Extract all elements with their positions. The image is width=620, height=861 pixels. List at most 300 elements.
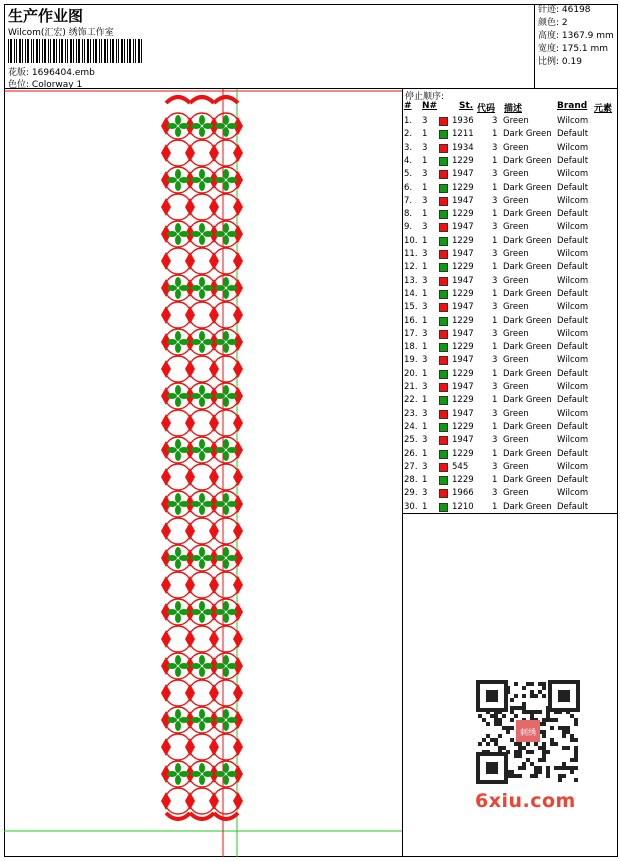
qr-module	[530, 714, 534, 718]
row-index: 10.	[404, 235, 418, 246]
design-width: 宽度: 175.1 mm	[538, 44, 609, 54]
barcode-bar	[76, 39, 77, 63]
qr-module	[562, 774, 566, 778]
motif-diamond	[185, 522, 195, 540]
row-description: Green	[503, 355, 529, 366]
row-brand: Default	[557, 155, 589, 166]
color-swatch	[439, 396, 448, 405]
row-index: 16.	[404, 315, 418, 326]
qr-module	[514, 750, 518, 754]
table-row	[403, 328, 618, 341]
motif-diamond	[161, 684, 171, 702]
motif-leaf	[179, 771, 189, 777]
row-stitches: 1947	[452, 169, 474, 180]
row-stitches: 1229	[452, 315, 474, 326]
row-stitches: 1229	[452, 448, 474, 459]
barcode-bar	[82, 39, 83, 63]
color-swatch	[439, 170, 448, 179]
row-description: Dark Green	[503, 262, 552, 273]
table-row	[403, 235, 618, 248]
row-description: Green	[503, 328, 529, 339]
row-code: 3	[492, 275, 498, 286]
row-needle: 1	[422, 129, 428, 140]
motif-leaf	[191, 393, 201, 399]
motif-diamond	[233, 144, 243, 162]
motif-diamond	[161, 414, 171, 432]
motif-leaf	[223, 763, 229, 773]
motif-leaf	[175, 289, 181, 299]
motif-leaf	[199, 775, 205, 785]
motif-leaf	[223, 493, 229, 503]
qr-module	[518, 746, 522, 750]
motif-leaf	[203, 339, 213, 345]
row-code: 1	[492, 421, 498, 432]
motif-leaf	[167, 771, 177, 777]
motif-diamond	[209, 738, 219, 756]
row-brand: Wilcom	[557, 488, 589, 499]
row-description: Dark Green	[503, 342, 552, 353]
motif-leaf	[175, 277, 181, 287]
motif-diamond	[233, 792, 243, 810]
qr-module	[514, 706, 518, 710]
col-header-brand: Brand	[557, 101, 588, 111]
row-needle: 1	[422, 368, 428, 379]
color-swatch	[439, 117, 448, 126]
motif-leaf	[199, 439, 205, 449]
row-brand: Wilcom	[557, 461, 589, 472]
qr-module	[510, 706, 514, 710]
motif-diamond	[161, 468, 171, 486]
row-description: Dark Green	[503, 129, 552, 140]
row-code: 3	[492, 488, 498, 499]
qr-module	[486, 742, 490, 746]
qr-module	[542, 746, 546, 750]
motif-leaf	[227, 393, 237, 399]
qr-module	[574, 718, 578, 722]
motif-leaf	[227, 339, 237, 345]
motif-leaf	[215, 501, 225, 507]
table-row	[403, 408, 618, 421]
motif-leaf	[167, 555, 177, 561]
row-index: 22.	[404, 395, 418, 406]
qr-module	[558, 726, 562, 730]
motif-diamond	[233, 576, 243, 594]
motif-leaf	[175, 343, 181, 353]
motif-leaf	[199, 385, 205, 395]
qr-module	[514, 774, 518, 778]
row-code: 1	[492, 262, 498, 273]
qr-module	[574, 754, 578, 758]
motif-leaf	[223, 115, 229, 125]
qr-module	[498, 734, 502, 738]
motif-leaf	[199, 709, 205, 719]
motif-leaf	[223, 397, 229, 407]
qr-module	[562, 766, 566, 770]
qr-module	[538, 766, 542, 770]
motif-leaf	[175, 601, 181, 611]
motif-leaf	[199, 547, 205, 557]
color-swatch	[439, 277, 448, 286]
motif-leaf	[175, 613, 181, 623]
row-needle: 3	[422, 222, 428, 233]
qr-module	[490, 738, 494, 742]
row-code: 1	[492, 288, 498, 299]
row-brand: Wilcom	[557, 116, 589, 126]
motif-leaf	[227, 123, 237, 129]
row-code: 1	[492, 155, 498, 166]
motif-leaf	[175, 559, 181, 569]
motif-leaf	[203, 717, 213, 723]
row-stitches: 1947	[452, 435, 474, 446]
row-needle: 1	[422, 421, 428, 432]
color-swatch	[439, 463, 448, 472]
barcode-bar	[84, 39, 85, 63]
motif-leaf	[179, 285, 189, 291]
qr-module	[478, 714, 482, 718]
row-stitches: 1229	[452, 475, 474, 486]
qr-module	[534, 710, 538, 714]
col-header-description: 描述	[504, 104, 523, 114]
motif-diamond	[161, 522, 171, 540]
row-needle: 3	[422, 355, 428, 366]
qr-module	[542, 758, 546, 762]
row-brand: Default	[557, 209, 589, 220]
row-stitches: 1229	[452, 421, 474, 432]
motif-leaf	[167, 285, 177, 291]
row-stitches: 1947	[452, 408, 474, 419]
row-description: Green	[503, 142, 529, 153]
qr-module	[542, 722, 546, 726]
barcode-bar	[10, 39, 12, 63]
barcode-bar	[124, 39, 125, 63]
row-index: 28.	[404, 475, 418, 486]
motif-leaf	[199, 235, 205, 245]
table-row	[403, 341, 618, 354]
row-code: 3	[492, 382, 498, 392]
qr-module	[542, 694, 546, 698]
barcode-bar	[22, 39, 23, 63]
qr-module	[562, 726, 566, 730]
row-code: 3	[492, 222, 498, 233]
motif-leaf	[199, 667, 205, 677]
row-index: 27.	[404, 461, 418, 472]
row-stitches: 1947	[452, 382, 474, 392]
row-stitches: 1229	[452, 395, 474, 406]
barcode-bar	[99, 39, 100, 63]
watermark-text: 6xiu.com	[475, 790, 576, 812]
row-description: Dark Green	[503, 315, 552, 326]
row-stitches: 545	[452, 461, 469, 472]
qr-module	[546, 718, 550, 722]
qr-module	[522, 766, 526, 770]
qr-module	[518, 766, 522, 770]
motif-diamond	[209, 522, 219, 540]
row-needle: 3	[422, 142, 428, 153]
qr-module	[502, 746, 506, 750]
row-index: 3.	[404, 142, 413, 153]
motif-leaf	[175, 397, 181, 407]
barcode-bar	[61, 39, 63, 63]
qr-module	[534, 770, 538, 774]
table-row	[403, 381, 618, 394]
motif-leaf	[179, 717, 189, 723]
qr-module	[566, 766, 570, 770]
color-swatch	[439, 436, 448, 445]
qr-module	[546, 714, 550, 718]
qr-module	[510, 770, 514, 774]
row-needle: 1	[422, 448, 428, 459]
row-stitches: 1947	[452, 249, 474, 259]
company-name: Wilcom(汇宏) 绣饰工作室	[8, 28, 114, 38]
table-row	[403, 208, 618, 221]
row-index: 26.	[404, 448, 418, 459]
qr-module	[514, 682, 518, 686]
row-index: 18.	[404, 342, 418, 353]
qr-module	[502, 726, 506, 730]
table-row	[403, 315, 618, 328]
motif-leaf	[223, 169, 229, 179]
barcode-bar	[42, 39, 43, 63]
qr-module	[490, 714, 494, 718]
motif-leaf	[223, 127, 229, 137]
row-brand: Default	[557, 475, 589, 486]
qr-module	[534, 694, 538, 698]
row-needle: 3	[422, 461, 428, 472]
barcode-bar	[31, 39, 32, 63]
color-swatch	[439, 356, 448, 365]
motif-leaf	[175, 721, 181, 731]
qr-module	[574, 750, 578, 754]
color-swatch	[439, 383, 448, 392]
row-code: 3	[492, 328, 498, 339]
qr-module	[506, 730, 510, 734]
motif-leaf	[199, 181, 205, 191]
row-code: 3	[492, 435, 498, 446]
row-stitches: 1229	[452, 235, 474, 246]
barcode-bar	[14, 39, 15, 63]
color-swatch	[439, 157, 448, 166]
motif-leaf	[223, 439, 229, 449]
row-stitches: 1229	[452, 155, 474, 166]
row-stitches: 1947	[452, 302, 474, 313]
barcode-bar	[141, 39, 142, 63]
qr-module	[494, 718, 498, 722]
qr-module	[570, 770, 574, 774]
color-swatch	[439, 197, 448, 206]
row-stitches: 1934	[452, 142, 474, 153]
qr-module	[566, 746, 570, 750]
motif-leaf	[223, 235, 229, 245]
border-scallop	[190, 97, 214, 103]
row-brand: Default	[557, 182, 589, 193]
row-index: 30.	[404, 501, 418, 512]
barcode-bar	[104, 39, 106, 63]
qr-module	[486, 722, 490, 726]
table-row	[403, 301, 618, 314]
qr-module	[522, 710, 526, 714]
barcode-bar	[101, 39, 102, 63]
qr-logo-text: 刺绣	[520, 728, 536, 737]
barcode-bar	[44, 39, 46, 63]
motif-leaf	[223, 547, 229, 557]
qr-module	[574, 746, 578, 750]
col-header-index: #	[404, 101, 412, 111]
table-row	[403, 182, 618, 195]
table-row	[403, 434, 618, 447]
motif-leaf	[175, 493, 181, 503]
qr-module	[554, 718, 558, 722]
qr-module	[522, 686, 526, 690]
qr-module	[546, 774, 550, 778]
motif-leaf	[203, 285, 213, 291]
motif-leaf	[179, 447, 189, 453]
motif-leaf	[203, 555, 213, 561]
row-needle: 1	[422, 501, 428, 512]
row-brand: Wilcom	[557, 169, 589, 180]
col-header-element: 元素	[594, 104, 613, 114]
row-index: 7.	[404, 195, 413, 206]
qr-module	[554, 766, 558, 770]
qr-module	[486, 734, 490, 738]
motif-leaf	[227, 771, 237, 777]
color-swatch	[439, 130, 448, 139]
motif-diamond	[161, 360, 171, 378]
table-row	[403, 248, 618, 261]
qr-module	[554, 742, 558, 746]
qr-module	[542, 754, 546, 758]
row-needle: 1	[422, 288, 428, 299]
row-description: Green	[503, 275, 529, 286]
qr-module	[514, 694, 518, 698]
row-description: Dark Green	[503, 421, 552, 432]
motif-leaf	[199, 343, 205, 353]
qr-module	[526, 682, 530, 686]
qr-module	[546, 750, 550, 754]
motif-leaf	[175, 763, 181, 773]
motif-leaf	[179, 555, 189, 561]
motif-diamond	[161, 198, 171, 216]
color-swatch	[439, 210, 448, 219]
motif-diamond	[209, 198, 219, 216]
motif-diamond	[233, 198, 243, 216]
motif-leaf	[191, 501, 201, 507]
qr-module	[538, 770, 542, 774]
motif-leaf	[199, 763, 205, 773]
motif-leaf	[175, 331, 181, 341]
color-swatch	[439, 223, 448, 232]
motif-leaf	[203, 177, 213, 183]
color-swatch	[439, 290, 448, 299]
row-code: 3	[492, 142, 498, 153]
motif-leaf	[215, 393, 225, 399]
motif-leaf	[175, 667, 181, 677]
motif-leaf	[175, 115, 181, 125]
stop-sequence-title: 停止顺序:	[405, 92, 445, 102]
row-index: 2.	[404, 129, 413, 140]
qr-module	[570, 734, 574, 738]
qr-module	[514, 754, 518, 758]
qr-module	[510, 698, 514, 702]
row-index: 12.	[404, 262, 418, 273]
barcode-bar	[25, 39, 26, 63]
qr-module	[570, 714, 574, 718]
barcode-bar	[73, 39, 74, 63]
table-row	[403, 115, 618, 128]
motif-leaf	[175, 547, 181, 557]
row-description: Green	[503, 249, 529, 259]
motif-leaf	[203, 393, 213, 399]
motif-leaf	[175, 181, 181, 191]
motif-leaf	[191, 717, 201, 723]
motif-leaf	[191, 771, 201, 777]
table-row	[403, 288, 618, 301]
motif-leaf	[223, 331, 229, 341]
qr-module	[530, 682, 534, 686]
motif-leaf	[227, 231, 237, 237]
motif-leaf	[167, 123, 177, 129]
qr-module	[542, 682, 546, 686]
barcode-bar	[33, 39, 34, 63]
motif-leaf	[215, 609, 225, 615]
table-row	[403, 261, 618, 274]
row-brand: Default	[557, 501, 589, 512]
row-code: 1	[492, 395, 498, 406]
row-brand: Default	[557, 448, 589, 459]
qr-module	[538, 710, 542, 714]
qr-module	[570, 766, 574, 770]
motif-leaf	[179, 663, 189, 669]
qr-module	[482, 738, 486, 742]
motif-leaf	[223, 343, 229, 353]
row-needle: 1	[422, 395, 428, 406]
qr-module	[478, 742, 482, 746]
motif-leaf	[223, 451, 229, 461]
motif-leaf	[191, 609, 201, 615]
barcode-bar	[53, 39, 55, 63]
row-stitches: 1947	[452, 355, 474, 366]
color-swatch	[439, 503, 448, 512]
motif-diamond	[185, 360, 195, 378]
row-needle: 3	[422, 435, 428, 446]
row-needle: 3	[422, 328, 428, 339]
row-index: 19.	[404, 355, 418, 366]
row-needle: 1	[422, 342, 428, 353]
qr-module	[530, 710, 534, 714]
motif-diamond	[209, 306, 219, 324]
stitch-count: 针迹: 46198	[538, 5, 591, 15]
qr-module	[534, 774, 538, 778]
qr-module	[522, 706, 526, 710]
motif-leaf	[175, 439, 181, 449]
qr-module	[510, 718, 514, 722]
row-brand: Default	[557, 342, 589, 353]
motif-leaf	[175, 223, 181, 233]
row-description: Green	[503, 408, 529, 419]
barcode-bar	[39, 39, 40, 63]
row-description: Green	[503, 302, 529, 313]
barcode-bar	[87, 39, 89, 63]
color-swatch	[439, 144, 448, 153]
color-swatch	[439, 476, 448, 485]
qr-module	[530, 774, 534, 778]
motif-diamond	[233, 468, 243, 486]
motif-leaf	[203, 501, 213, 507]
row-brand: Wilcom	[557, 222, 589, 233]
qr-module	[506, 726, 510, 730]
motif-diamond	[233, 684, 243, 702]
row-needle: 1	[422, 235, 428, 246]
motif-leaf	[223, 667, 229, 677]
